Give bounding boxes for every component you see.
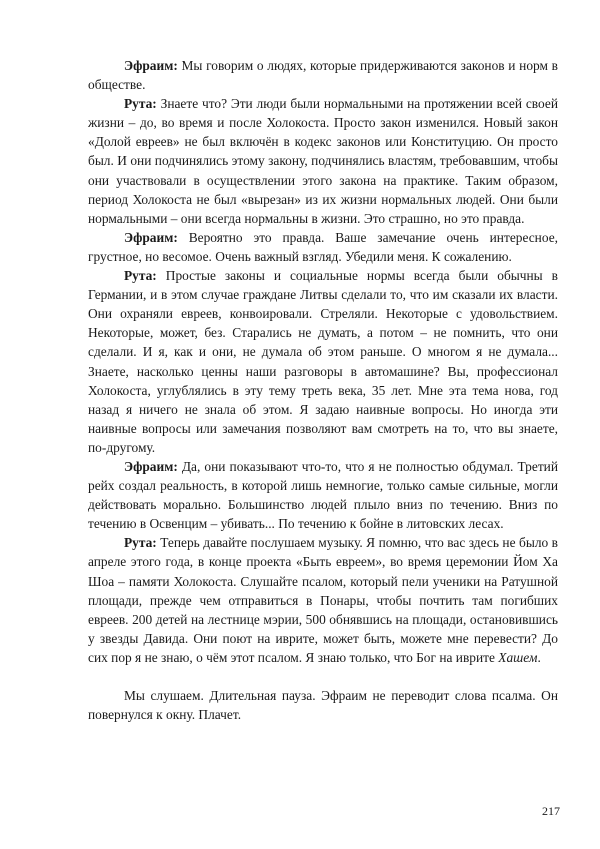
speech-text: Теперь давайте послушаем музыку. Я помню, что вас здесь не было в апреле этого года, в конце проекта «Быть евреем», во время церемонии Йом Ха Шоа – памяти Холокоста. Слушайте псалом, который пели ученики на Ратушной площади, прежде чем отправиться в Понары, чтобы почтить там погибших евреев. 200 детей на лестнице мэрии, 500 обнявшись на площади, остановившись у звезды Давида. Они поют на иврите, может быть, можете мне перевести? До сих пор я не знаю, о чём этот псалом. Я знаю только, что Бог на иврите bbox=[88, 535, 558, 665]
page-number: 217 bbox=[542, 804, 560, 818]
speaker-name: Рута: bbox=[124, 535, 157, 551]
speech-text: Вероятно это правда. Ваше замечание очень интересное, грустное, но весомое. Очень важный взгляд. Убедили меня. К сожалению. bbox=[88, 229, 558, 264]
dialogue-paragraph bbox=[88, 457, 558, 533]
speaker-name: Рута: bbox=[124, 96, 157, 112]
dialogue-paragraph bbox=[88, 56, 558, 94]
speaker-name: Эфраим: bbox=[124, 458, 178, 474]
page-body bbox=[88, 56, 558, 724]
dialogue-paragraph bbox=[88, 533, 558, 667]
dialogue-paragraph bbox=[88, 266, 558, 457]
speech-text: Да, они показывают что-то, что я не полностью обдумал. Третий рейх создал реальность, в которой лишь немногие, только самые сильные, могли действовать морально. Большинство людей плыло вниз по течению. Вниз по течению в Освенцим – убивать... По течению к бойне в литовских лесах. bbox=[88, 458, 558, 532]
paragraph-gap bbox=[88, 667, 558, 686]
speech-end: . bbox=[537, 649, 541, 665]
speaker-name: Эфраим: bbox=[124, 229, 178, 245]
speaker-name: Рута: bbox=[124, 268, 157, 284]
speaker-name: Эфраим: bbox=[124, 58, 178, 73]
speech-text: Простые законы и социальные нормы всегда были обычны в Германии, и в этом случае граждане Литвы сделали то, что им сказали их власти. Они охраняли евреев, конвоировали. Стреляли. Некоторые с удовольствием. Некоторые, может, без. Старались не думать, а потом – не помнить, что они сделали. И я, как и они, не думала об этом раньше. О многом я не думала... Знаете, насколько ценны наши разговоры в автомашине? Вы, профессионал Холокоста, углублялись в эту тему треть века, 35 лет. Мне эта тема нова, год назад я ничего не знала об этом. Я задаю наивные вопросы. Но иногда эти наивные вопросы или замечания позволяют вам смотреть на то, что вы знаете, по-другому. bbox=[88, 268, 558, 455]
italic-word: Хашем bbox=[498, 649, 538, 665]
speech-text: Знаете что? Эти люди были нормальными на протяжении всей своей жизни – до, во время и после Холокоста. Просто закон изменился. Новый закон «Долой евреев» не был включён в кодекс законов или Конституцию. Он просто был. И они подчинялись этому закону, подчинялись властям, требовавшим, чтобы они участвовали в осуществлении этого закона на практике. Таким образом, период Холокоста не был «вырезан» из их жизни нормальных людей. Они были нормальными – они всегда нормальны в жизни. Это страшно, но это правда. bbox=[88, 96, 558, 226]
stage-direction: Мы слушаем. Длительная пауза. Эфраим не переводит слова псалма. Он повернулся к окну. Плачет. bbox=[88, 688, 558, 723]
speech-text: Мы говорим о людях, которые придерживаются законов и норм в обществе. bbox=[88, 58, 558, 93]
dialogue-paragraph bbox=[88, 94, 558, 228]
dialogue-paragraph bbox=[88, 228, 558, 266]
